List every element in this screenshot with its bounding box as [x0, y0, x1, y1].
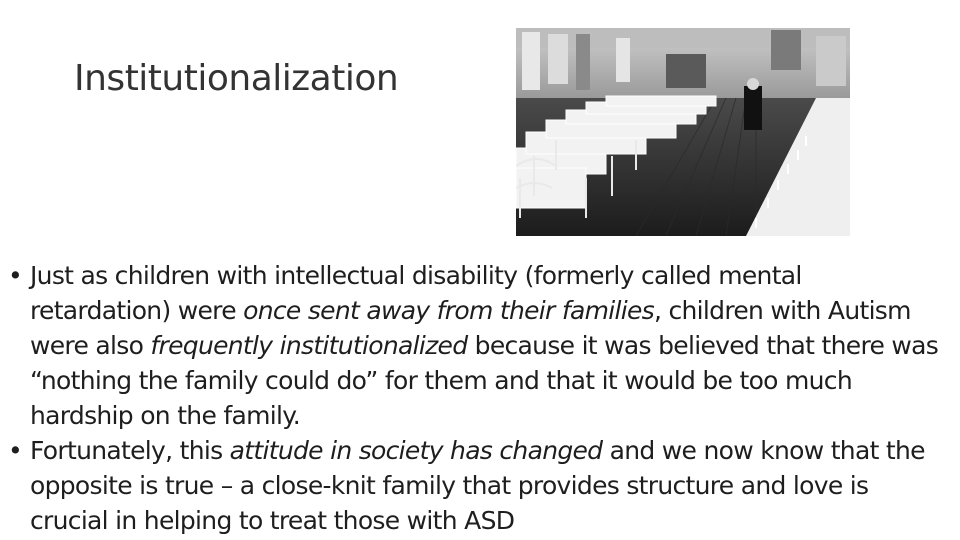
bullet-list	[4, 258, 944, 538]
bullet-text	[30, 433, 944, 538]
bullet-item	[4, 433, 944, 538]
text-run: Just as children with intellectual disability (formerly called mental retardation) were	[30, 261, 802, 325]
text-run: Fortunately, this	[30, 436, 230, 465]
bullet-text	[30, 258, 944, 433]
bullet-dot: •	[8, 436, 23, 465]
text-run: because it was believed that there was “nothing the family could do” for them and that it would be too much hardship on the family.	[30, 331, 939, 430]
slide-title: Institutionalization	[74, 58, 399, 99]
dormitory-photo	[516, 28, 850, 236]
bullet-dot: •	[8, 261, 23, 290]
italic-text-run: once sent away from their families	[243, 296, 654, 325]
bullet-item	[4, 258, 944, 433]
text-run: , children with Autism were also	[30, 296, 911, 360]
text-run: and we now know that the opposite is true – a close-knit family that provides structure and love is crucial in helping to treat those with ASD	[30, 436, 925, 535]
institution-dormitory-photo-icon	[516, 28, 850, 236]
italic-text-run: frequently institutionalized	[150, 331, 468, 360]
italic-text-run: attitude in society has changed	[229, 436, 603, 465]
